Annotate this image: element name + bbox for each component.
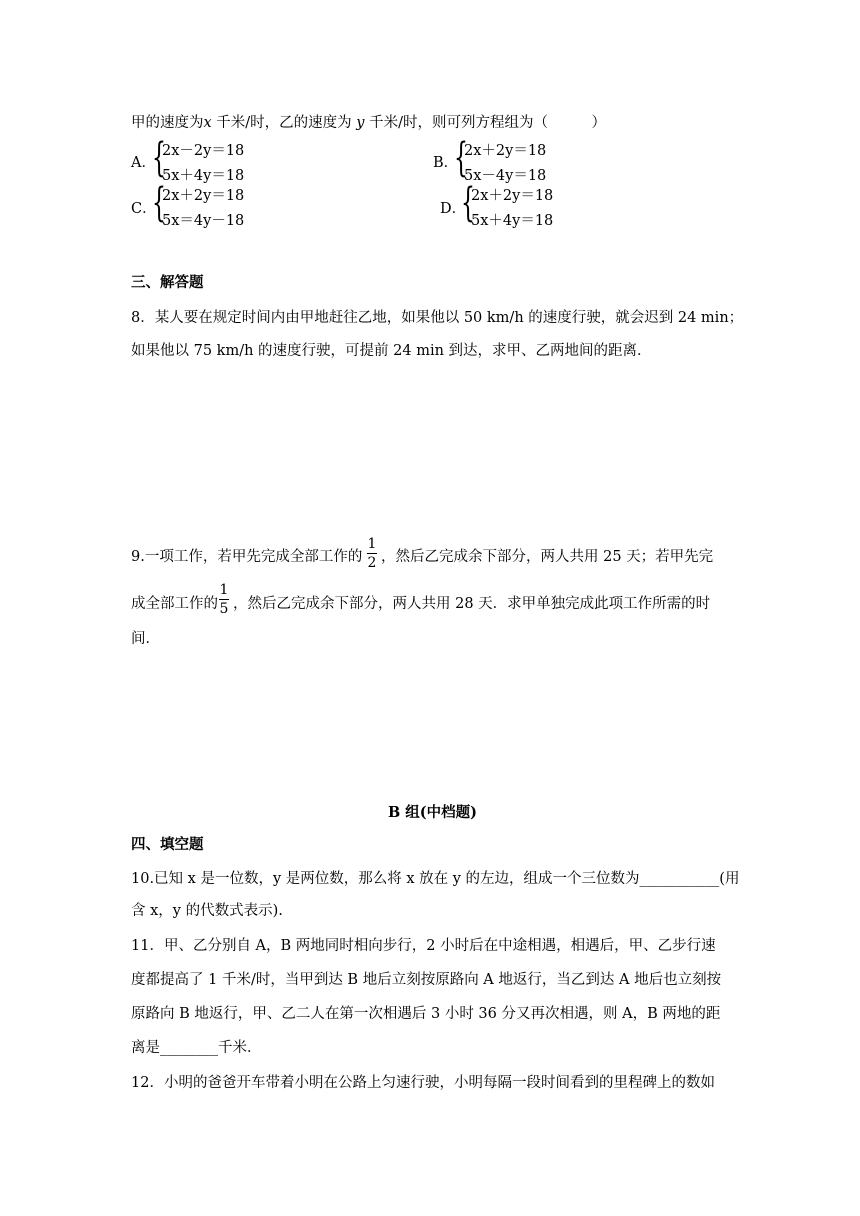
equation-1: 2x－2y＝18 (162, 143, 245, 159)
q10-line-1: 10.已知 x 是一位数，y 是两位数，那么将 x 放在 y 的左边，组成一个三位数为___________(用 (131, 871, 740, 887)
fraction-one-fifth (219, 582, 229, 617)
fraction-one-half (367, 536, 377, 571)
fraction-denominator: 5 (219, 601, 229, 617)
option-label: D． (440, 201, 467, 217)
brace-icon: { (152, 135, 166, 181)
section-heading: 四、填空题 (131, 836, 204, 853)
q9-line-2-b: ，然后乙完成余下部分，两人共用 28 天．求甲单独完成此项工作所需的时 (233, 596, 711, 612)
q9-line-3: 间． (131, 631, 160, 647)
brace-icon: { (461, 180, 475, 226)
q7-stem-part-b: 千米/时，乙的速度为 (211, 115, 357, 131)
group-title: B 组(中档题) (388, 804, 478, 821)
fraction-denominator: 2 (367, 555, 377, 571)
equation-2: 5x－4y＝18 (464, 168, 547, 184)
equation-2: 5x＋4y＝18 (471, 213, 554, 229)
q9-line-2-a: 成全部工作的 (131, 596, 218, 612)
q11-line-1: 11．甲、乙分别自 A，B 两地同时相向步行，2 小时后在中途相遇，相遇后，甲、乙步行速 (131, 938, 716, 954)
equation-1: 2x＋2y＝18 (471, 188, 554, 204)
q9-line-1-b: ，然后乙完成余下部分，两人共用 25 天；若甲先完 (381, 549, 714, 565)
q8-line-2: 如果他以 75 km/h 的速度行驶，可提前 24 min 到达，求甲、乙两地间的距离． (131, 343, 652, 359)
q9-line-1-a: 9.一项工作，若甲先完成全部工作的 (131, 549, 363, 565)
equation-1: 2x＋2y＝18 (464, 143, 547, 159)
section-heading: 三、解答题 (131, 274, 204, 291)
q11-line-3: 原路向 B 地返行，甲、乙二人在第一次相遇后 3 小时 36 分又再次相遇，则 A，B 两地的距 (131, 1006, 721, 1022)
equation-2: 5x＝4y－18 (162, 213, 245, 229)
q7-stem-part-c: 千米/时，则可列方程组为（ ） (364, 115, 606, 131)
fraction-numerator: 1 (367, 536, 377, 552)
q7-stem-part-a: 甲的速度为 (131, 115, 204, 131)
q8-line-1: 8．某人要在规定时间内由甲地赶往乙地，如果他以 50 km/h 的速度行驶，就会迟到 24 min； (131, 310, 744, 326)
q10-line-2: 含 x，y 的代数式表示). (131, 903, 283, 919)
q11-line-2: 度都提高了 1 千米/时，当甲到达 B 地后立刻按原路向 A 地返行，当乙到达 A 地后也立刻按 (131, 972, 722, 988)
q7-stem (131, 111, 606, 132)
option-label: A． (131, 155, 156, 171)
brace-icon: { (152, 180, 166, 226)
q12-line-1: 12．小明的爸爸开车带着小明在公路上匀速行驶，小明每隔一段时间看到的里程碑上的数如 (131, 1075, 715, 1091)
option-label: C． (131, 201, 157, 217)
fraction-numerator: 1 (219, 582, 229, 598)
q7-var-y: y (356, 115, 365, 131)
q11-line-4: 离是________千米． (131, 1040, 262, 1056)
brace-icon: { (454, 135, 468, 181)
q7-var-x: x (203, 115, 212, 131)
option-label: B． (433, 155, 459, 171)
equation-2: 5x＋4y＝18 (162, 168, 245, 184)
equation-1: 2x＋2y＝18 (162, 188, 245, 204)
